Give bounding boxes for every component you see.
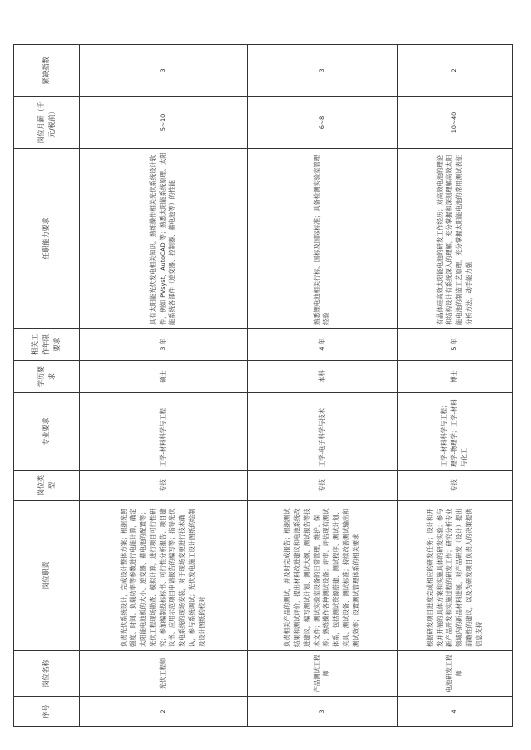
header-urgency: 紧缺指数 (14, 45, 80, 97)
cell-ability: 熟悉锂电池相关行标、国标及国际标准；具备检测实验室管理经验 (247, 149, 397, 329)
header-name: 岗位名称 (14, 651, 80, 697)
cell-type: 专技 (247, 471, 397, 501)
cell-duty: 根据研发项目进度完成相应的研发任务；设计和开发并开展的具体方案和实施具体的研发实验；参与新产品开发和实施过程的研发工作；研究分析专业领域内的新品材料进展，对产品研发（设计）提出前瞻性的建议，以及为研发项目负责人的决策提供信息支持 (398, 501, 513, 651)
cell-salary: 10~40 (398, 97, 513, 149)
cell-no: 3 (247, 697, 397, 727)
header-ability: 任职能力要求 (14, 149, 80, 329)
cell-major: 工学-材料科学与工程 (80, 393, 248, 471)
table-row (80, 45, 248, 727)
table-row (247, 45, 397, 727)
cell-ability: 具有太阳能光伏发电相关知识，熟练操作相关光伏系统设计软件，例如 PVsyst、AutoCAD 等；熟悉太阳能系统原理、太阳能系统各部件（逆变器、控制器、蓄电池等）的性能 (80, 149, 248, 329)
header-row (14, 45, 80, 727)
cell-no: 4 (398, 697, 513, 727)
header-edu: 学历要求 (14, 361, 80, 393)
cell-name: 光伏工程师 (80, 651, 248, 697)
header-major: 专业要求 (14, 393, 80, 471)
header-years: 相关工作年限要求 (14, 329, 80, 361)
cell-urgency: 2 (398, 45, 513, 97)
cell-years: 4 年 (247, 329, 397, 361)
cell-major: 工学-材料科学与工程；理学-物理学；工学-材料与化工 (398, 393, 513, 471)
cell-duty: 负责相关产品的测试，并及时完成报告；根据测试结果和测试评价，提出材料改进建议和电池系统改进建议，编写测试计划、测试大纲、测试报告等技术文件；测试实验室设备的日常管理，维护、保养；熟练操作各种测试设备；评审、评估现有测试体系，包括测试资源搭建、测试程序、测试计划、夹具、测试设备、测试标准；持续改善测试输出和测试效率；设置测试管理体系的相关要求 (247, 501, 397, 651)
cell-salary: 6~8 (247, 97, 397, 149)
header-no: 序号 (14, 697, 80, 727)
cell-urgency: 3 (80, 45, 248, 97)
cell-years: 5 年 (398, 329, 513, 361)
cell-salary: 5~10 (80, 97, 248, 149)
table-row (398, 45, 513, 727)
cell-duty: 负责光伏系统设计，完成设计整体方案；根据光照强度、时间、负载功率等参数进行电能计算，确定太阳能电池板的大小、逆变器、蓄电池的配置等；光伏工程现场勘查、模拟计算，进行项目可行性研究；参加编制投标标书、可行性分析报告、项目建议书、应用示范项目申请报告的编写等；指导光伏发电系统的现场安装，对于现场变更进行技术确认，参与系统调试；光伏发电施工设计图纸的绘制及设计图纸的校对 (80, 501, 248, 651)
cell-years: 3 年 (80, 329, 248, 361)
cell-major: 工学-电子科学与技术 (247, 393, 397, 471)
cell-name: 电池研发工程师 (398, 651, 513, 697)
header-type: 岗位类型 (14, 471, 80, 501)
rotated-table-wrapper (13, 45, 513, 727)
cell-edu: 博士 (398, 361, 513, 393)
header-duty: 岗位职责 (14, 501, 80, 651)
header-salary: 岗位月薪（千元/税前） (14, 97, 80, 149)
cell-ability: 有晶体硅高效太阳能电池的研发工作经历；对高效电池的理论和结构设计有系统深入的理解，充分掌握和深刻理解高效太阳能电池的制造工艺原理，充分掌握太阳能电池的常用测试表征分析方法，动手能力强 (398, 149, 513, 329)
cell-edu: 本科 (247, 361, 397, 393)
job-table (13, 44, 513, 727)
cell-name: 产品测试工程师 (247, 651, 397, 697)
cell-type: 专技 (80, 471, 248, 501)
cell-urgency: 3 (247, 45, 397, 97)
cell-edu: 硕士 (80, 361, 248, 393)
cell-type: 专技 (398, 471, 513, 501)
cell-no: 2 (80, 697, 248, 727)
